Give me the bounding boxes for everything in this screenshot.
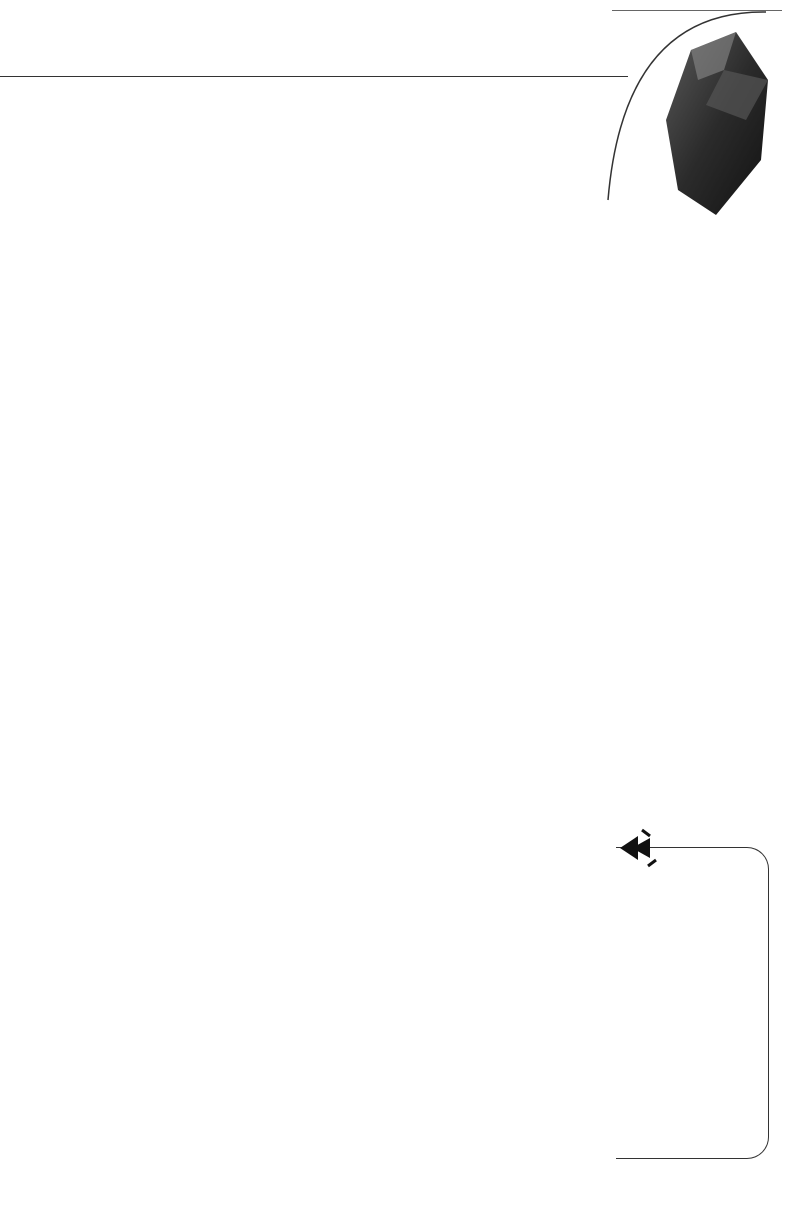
badge-title [620,10,740,210]
article-title [650,262,730,472]
body-text-bottom [40,652,585,1122]
body-text-top [40,163,585,613]
author-name [685,935,745,1075]
author-affiliation [652,1040,668,1118]
header-rule [0,76,628,77]
ornament-icon [618,826,658,870]
